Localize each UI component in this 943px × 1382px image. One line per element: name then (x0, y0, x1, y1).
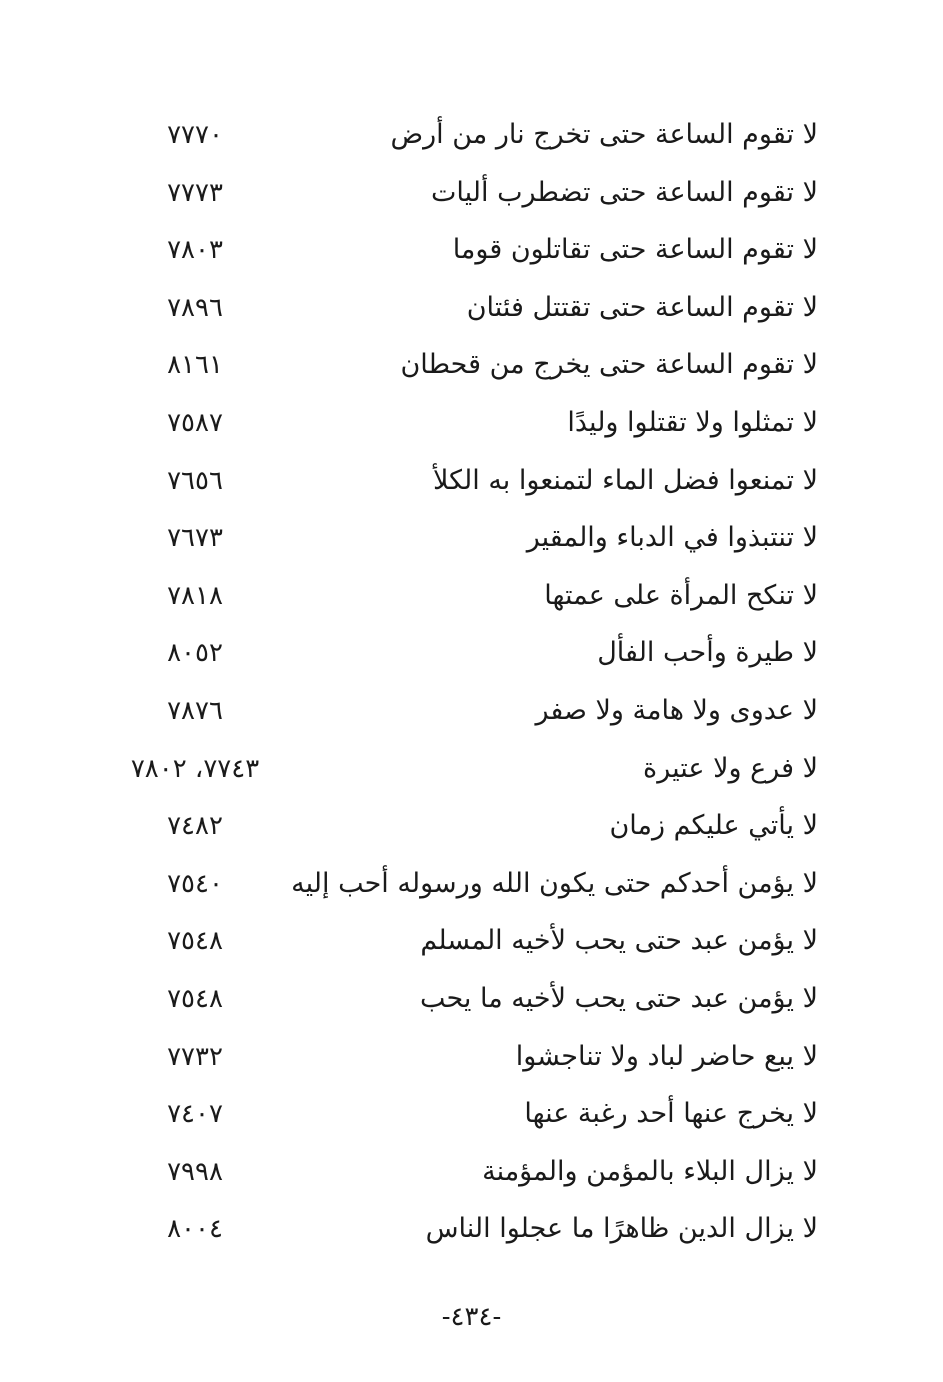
entry-reference-number: ٧٥٤٨ (167, 983, 223, 1014)
index-list (0, 106, 943, 1258)
index-entry (0, 1143, 943, 1201)
entry-text: لا تقوم الساعة حتى يخرج من قحطان (400, 349, 818, 381)
index-entry (0, 452, 943, 510)
entry-text: لا تقوم الساعة حتى تقاتلون قوما (452, 234, 818, 266)
entry-reference-number: ٧٧٣٢ (167, 1041, 223, 1072)
entry-text: لا يخرج عنها أحد رغبة عنها (524, 1098, 818, 1130)
entry-text: لا تقوم الساعة حتى تقتتل فئتان (466, 291, 818, 323)
entry-text: لا يؤمن عبد حتى يحب لأخيه ما يحب (419, 982, 818, 1014)
entry-reference-number: ٧٤٠٧ (167, 1099, 223, 1130)
index-entry (0, 912, 943, 970)
index-entry (0, 509, 943, 567)
index-entry (0, 1085, 943, 1143)
index-entry (0, 164, 943, 222)
index-entry (0, 797, 943, 855)
entry-reference-number: ٧٦٧٣ (167, 523, 223, 554)
entry-text: لا تمثلوا ولا تقتلوا وليدًا (567, 406, 818, 438)
entry-reference-number: ٧٨٩٦ (167, 292, 223, 323)
entry-text: لا يزال الدين ظاهرًا ما عجلوا الناس (425, 1213, 818, 1245)
index-entry (0, 970, 943, 1028)
entry-reference-number: ٧٥٤٨ (167, 926, 223, 957)
entry-text: لا تقوم الساعة حتى تخرج نار من أرض (390, 119, 818, 150)
entry-text: لا طيرة وأحب الفأل (597, 637, 818, 669)
index-entry (0, 624, 943, 682)
index-entry (0, 682, 943, 740)
entry-reference-number: ٧٩٩٨ (167, 1156, 223, 1187)
entry-reference-number: ٨٠٥٢ (167, 638, 223, 669)
entry-reference-number: ٨١٦١ (167, 350, 223, 381)
entry-text: لا يؤمن أحدكم حتى يكون الله ورسوله أحب إليه (291, 867, 818, 899)
entry-text: لا يؤمن عبد حتى يحب لأخيه المسلم (420, 925, 818, 957)
entry-reference-number: ٧٨٠٣ (167, 235, 223, 266)
index-entry (0, 567, 943, 625)
entry-reference-number: ٧٥٤٠ (167, 868, 223, 899)
index-entry (0, 394, 943, 452)
index-entry (0, 740, 943, 798)
entry-text: لا عدوى ولا هامة ولا صفر (535, 694, 818, 726)
entry-reference-number: ٧٧٧٠ (167, 120, 223, 150)
entry-text: لا تنتبذوا في الدباء والمقير (526, 522, 818, 554)
index-entry (0, 855, 943, 913)
entry-text: لا يبع حاضر لباد ولا تناجشوا (515, 1040, 818, 1072)
entry-reference-number: ٧٤٨٢ (167, 811, 223, 842)
index-entry (0, 221, 943, 279)
entry-text: لا تمنعوا فضل الماء لتمنعوا به الكلأ (432, 464, 818, 496)
entry-reference-number: ٧٦٥٦ (167, 465, 223, 496)
index-entry (0, 106, 943, 164)
entry-reference-number: ٨٠٠٤ (167, 1214, 223, 1245)
page-number: -٤٣٤- (441, 1302, 502, 1332)
entry-reference-number: ٧٥٨٧ (167, 407, 223, 438)
index-entry (0, 1028, 943, 1086)
entry-text: لا يأتي عليكم زمان (609, 810, 818, 842)
entry-reference-number: ٧٨٧٦ (167, 695, 223, 726)
index-entry (0, 336, 943, 394)
entry-text: لا تنكح المرأة على عمتها (544, 579, 818, 611)
index-entry (0, 1200, 943, 1258)
entry-text: لا تقوم الساعة حتى تضطرب أليات (430, 176, 818, 208)
entry-text: لا فرع ولا عتيرة (643, 752, 818, 784)
index-entry (0, 279, 943, 337)
entry-reference-number: ٧٧٧٣ (167, 177, 223, 208)
entry-reference-number: ٧٨١٨ (167, 580, 223, 611)
entry-text: لا يزال البلاء بالمؤمن والمؤمنة (482, 1155, 818, 1187)
entry-reference-number: ٧٧٤٣، ٧٨٠٢ (130, 753, 260, 784)
